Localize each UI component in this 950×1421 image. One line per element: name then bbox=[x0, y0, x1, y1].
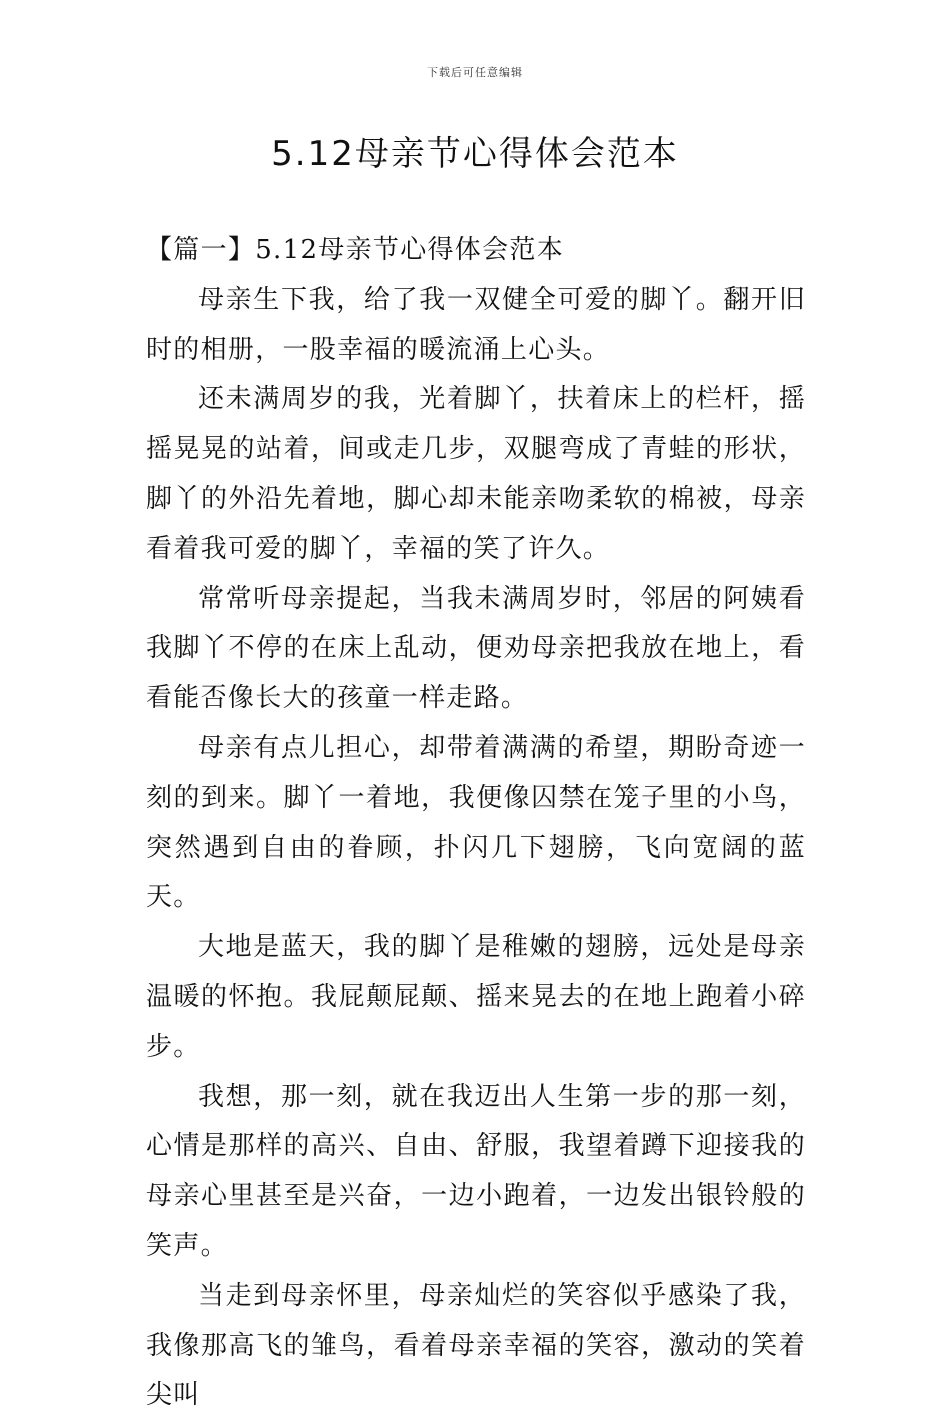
body-paragraph-7: 当走到母亲怀里，母亲灿烂的笑容似乎感染了我，我像那高飞的雏鸟，看着母亲幸福的笑容，激动的笑着尖叫 bbox=[146, 1280, 806, 1411]
document-title: 5.12母亲节心得体会范本 bbox=[271, 134, 679, 174]
body-paragraph-3: 常常听母亲提起，当我未满周岁时，邻居的阿姨看我脚丫不停的在床上乱动，便劝母亲把我放在地上，看看能否像长大的孩童一样走路。 bbox=[146, 583, 806, 714]
body-paragraph-2: 还未满周岁的我，光着脚丫，扶着床上的栏杆，摇摇晃晃的站着，间或走几步，双腿弯成了青蛙的形状，脚丫的外沿先着地，脚心却未能亲吻柔软的棉被，母亲看着我可爱的脚丫，幸福的笑了许久。 bbox=[146, 384, 806, 564]
section-heading: 【篇一】5.12母亲节心得体会范本 bbox=[146, 235, 564, 265]
body-paragraph-5: 大地是蓝天，我的脚丫是稚嫩的翅膀，远处是母亲温暖的怀抱。我屁颠屁颠、摇来晃去的在地上跑着小碎步。 bbox=[146, 932, 806, 1062]
body-paragraph-6: 我想，那一刻，就在我迈出人生第一步的那一刻，心情是那样的高兴、自由、舒服，我望着蹲下迎接我的母亲心里甚至是兴奋，一边小跑着，一边发出银铃般的笑声。 bbox=[146, 1081, 806, 1261]
document-body bbox=[146, 226, 806, 1421]
body-paragraph-4: 母亲有点儿担心，却带着满满的希望，期盼奇迹一刻的到来。脚丫一着地，我便像囚禁在笼子里的小鸟，突然遇到自由的眷顾，扑闪几下翅膀，飞向宽阔的蓝天。 bbox=[146, 732, 806, 913]
header-note: 下载后可任意编辑 bbox=[427, 66, 523, 79]
body-paragraph-1: 母亲生下我，给了我一双健全可爱的脚丫。翻开旧时的相册，一股幸福的暖流涌上心头。 bbox=[146, 284, 806, 365]
